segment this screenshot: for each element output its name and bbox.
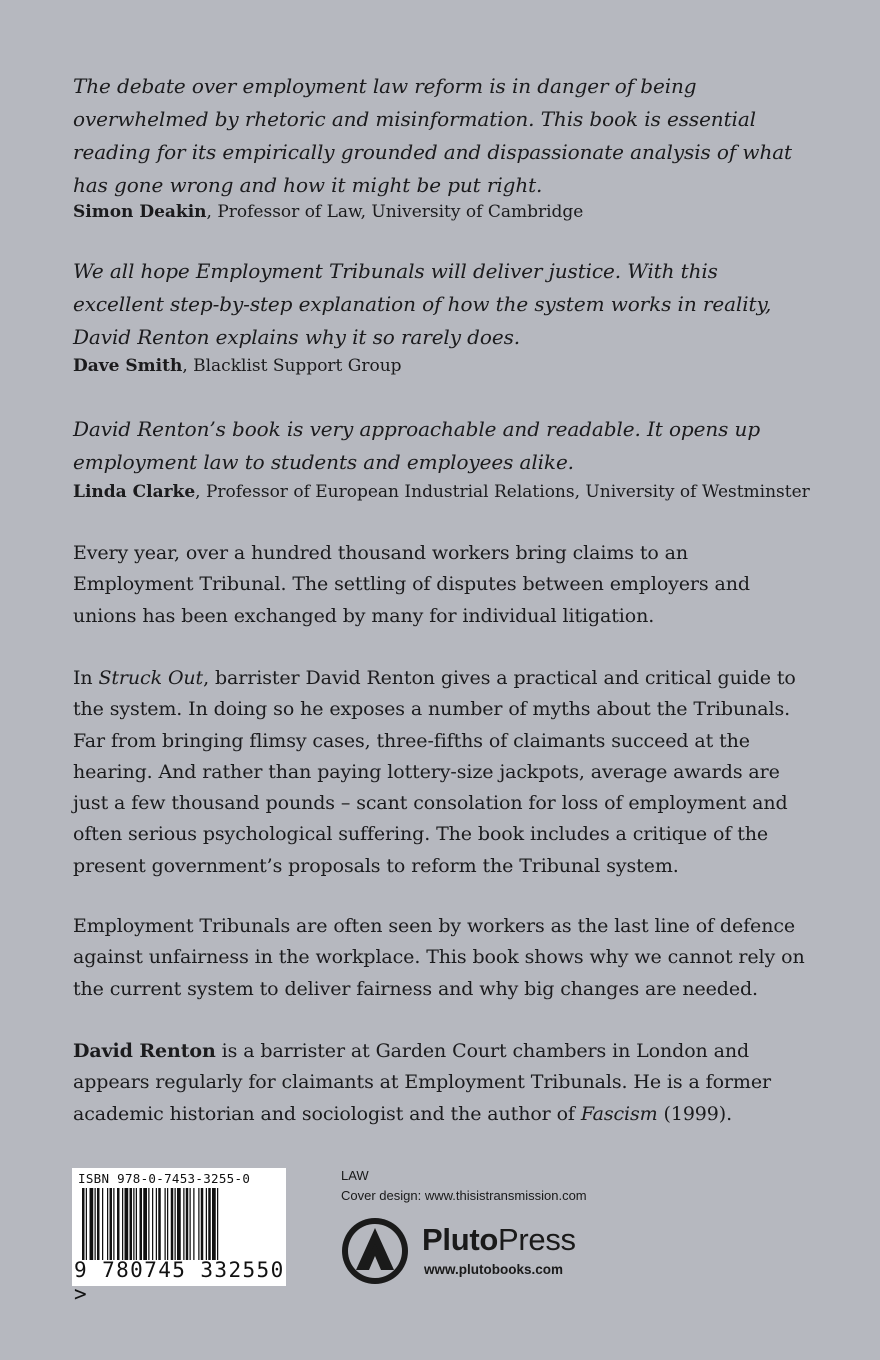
barcode-bar [148,1188,149,1260]
barcode-bar [143,1188,147,1260]
barcode-bar [152,1188,153,1260]
barcode-bar [208,1188,211,1260]
barcode-bar [212,1188,216,1260]
author-name: David Renton [73,1040,216,1062]
endorsement-attribution-1 [73,200,833,224]
barcode-bar [133,1188,134,1260]
blurb-paragraph-3: Employment Tribunals are often seen by workers as the last line of defence against unfairness in the workplace. This book shows why we cannot rely on the current system to deliver fairness and why big changes are needed. [73,915,805,1000]
publisher-name [422,1222,576,1258]
endorser-role: , Professor of European Industrial Relations, University of Westminster [195,482,810,502]
barcode-bar [86,1188,87,1260]
barcode-bar [158,1188,161,1260]
endorsement-attribution-2 [73,354,833,378]
barcode-bar [175,1188,176,1260]
endorser-name: Dave Smith [73,356,183,376]
barcode-bar [177,1188,181,1260]
author-book-title: Fascism [580,1102,658,1125]
blurb-text: , barrister David Renton gives a practical and critical guide to the system. In doing so he exposes a number of myths about the Tribunals. Far from bringing flimsy cases, three-fifths of claimants succeed at the hearing. And rather than paying lottery-size jackpots, average awards are just a few thousand pounds – scant consolation for loss of employment and often serious psychological suffering. The book includes a critique of the present government’s proposals to reform the Tribunal system. [73,667,796,877]
publisher-url: www.plutobooks.com [424,1262,564,1277]
book-title: Struck Out [98,667,204,689]
endorser-role: , Professor of Law, University of Cambridge [206,202,584,222]
barcode-bar [122,1188,123,1260]
isbn-label: ISBN 978-0-7453-3255-0 [78,1171,251,1186]
barcode-bar [117,1188,120,1260]
blurb-paragraph-1: Every year, over a hundred thousand workers bring claims to an Employment Tribunal. The settling of disputes between employers and unions has been exchanged by many for individual litigation. [73,542,750,627]
barcode-bar [90,1188,94,1260]
endorsement-quote-2: We all hope Employment Tribunals will deliver justice. With this excellent step-by-step explanation of how the system works in reality, David Renton explains why it so rarely does. [73,259,772,349]
cover-design-credit: Cover design: www.thisistransmission.com [341,1188,587,1203]
barcode-bar [110,1188,113,1260]
barcode-bar [165,1188,166,1260]
barcode-bar [193,1188,194,1260]
barcode-bar [217,1188,218,1260]
publisher-name-bold: Pluto [422,1222,498,1257]
isbn-barcode [72,1168,286,1306]
barcode-bar [183,1188,184,1260]
barcode-bar [156,1188,157,1260]
endorser-name: Simon Deakin [73,202,207,222]
barcode-bar [171,1188,174,1260]
barcode-bar [107,1188,108,1260]
barcode-bar [206,1188,207,1260]
barcode-bar [136,1188,137,1260]
barcode-bar [167,1188,168,1260]
pluto-press-logo-icon [340,1216,410,1286]
publisher-name-regular: Press [498,1222,576,1257]
barcode-bar [190,1188,191,1260]
barcode-bar [140,1188,143,1260]
barcode-bar [186,1188,189,1260]
barcode-bar [102,1188,103,1260]
barcode-bar [130,1188,133,1260]
category-label: LAW [341,1168,369,1183]
endorsement-quote-1: The debate over employment law reform is in danger of being overwhelmed by rhetoric and misinformation. This book is essential reading for its empirically grounded and dispassionate analysis of what has gone wrong and how it might be put right. [73,74,792,197]
isbn-digits: 9 780745 332550 > [74,1258,285,1306]
barcode-bar [95,1188,96,1260]
author-bio-text: is a barrister at Garden Court chambers in London and appears regularly for claimants at Employment Tribunals. He is a former academic historian and sociologist and the author of [73,1040,771,1125]
author-bio [73,1036,813,1130]
blurb-text: In [73,667,99,689]
endorser-role: , Blacklist Support Group [182,356,402,376]
blurb-paragraph-2 [73,663,813,882]
author-bio-text: (1999). [657,1102,733,1125]
endorsement-quote-3: David Renton’s book is very approachable and readable. It opens up employment law to students and employees alike. [73,417,761,474]
barcode-bar [82,1188,85,1260]
barcode-bar [97,1188,100,1260]
barcode-bar [125,1188,129,1260]
barcode-bars [80,1188,280,1260]
barcode-bar [201,1188,204,1260]
barcode-bar [198,1188,199,1260]
endorser-name: Linda Clarke [73,482,196,502]
barcode-bar [113,1188,114,1260]
endorsement-attribution-3 [73,480,833,504]
